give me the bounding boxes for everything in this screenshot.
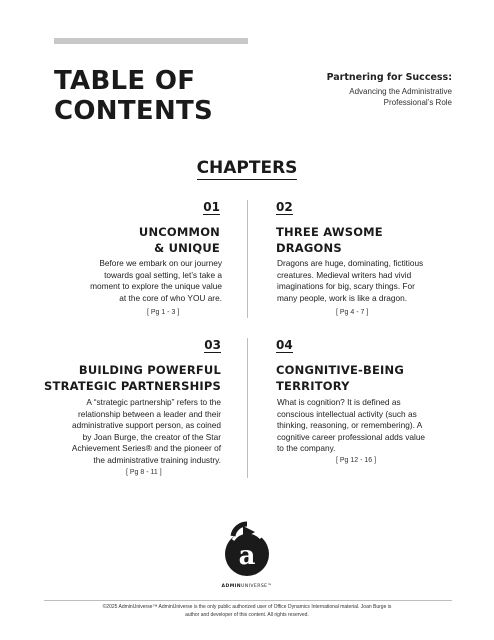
chapter-page-range: [ Pg 1 - 3 ] [147, 309, 180, 316]
description-line: by Joan Burge, the creator of the Star [82, 431, 221, 442]
chapter-03[interactable] [44, 338, 221, 394]
chapter-description [72, 397, 221, 467]
chapter-number: 03 [204, 338, 221, 352]
description-line: Dragons are huge, dominating, fictitious [277, 258, 424, 268]
chapter-title [139, 224, 220, 256]
chapter-page-range: [ Pg 8 - 11 ] [126, 469, 162, 476]
subtitle-line-1: Advancing the Administrative [349, 87, 452, 96]
chapter-title [276, 362, 404, 394]
description-line: administrative support person, as coined [72, 420, 221, 431]
chapter-number: 02 [276, 200, 293, 214]
chapter-title-line: DRAGONS [276, 241, 342, 255]
description-line: towards goal setting, let’s take a [104, 269, 222, 280]
logo-letter: a [238, 541, 256, 571]
description-line: cognitive career professional adds value [277, 431, 426, 442]
description-line: thinking, reasoning, or remembering). A [277, 420, 423, 431]
chapter-number: 01 [203, 200, 220, 214]
chapter-title-line: UNCOMMON [138, 225, 220, 239]
description-line: Achievement Series® and the pioneer of [71, 443, 221, 454]
description-line: the administrative training industry. [93, 454, 221, 465]
page-title [54, 66, 254, 126]
adminuniverse-logo-icon [221, 520, 273, 590]
brand-name-bold: ADMIN [221, 584, 242, 589]
description-line: A “strategic partnership” refers to the [86, 397, 221, 407]
chapter-description [277, 258, 423, 304]
footer-divider [44, 600, 452, 601]
chapter-04[interactable] [276, 338, 404, 394]
chapter-description [277, 397, 425, 455]
chapter-page-range: [ Pg 12 - 16 ] [336, 457, 377, 464]
column-divider-top [247, 200, 248, 318]
chapter-01[interactable] [139, 200, 220, 256]
footer-copyright [40, 604, 454, 619]
description-line: moment to explore the unique value [90, 281, 222, 292]
description-line: conscious intellectual activity (such as [277, 408, 417, 419]
subtitle-line-2: Professional’s Role [383, 98, 452, 107]
brand-tm: ™ [267, 584, 273, 589]
description-line: imaginations for big, scary things. For [277, 281, 415, 292]
footer-line: ©2025 AdminUniverse™ AdminUniverse is the only public authorized user of Office Dynamics International material. Joan Burge is [102, 604, 392, 610]
chapter-title-line: TERRITORY [276, 379, 350, 393]
chapter-title-line: & UNIQUE [154, 241, 220, 255]
chapter-title-line: STRATEGIC PARTNERSHIPS [44, 379, 221, 393]
chapter-number: 04 [276, 338, 293, 352]
chapters-heading [0, 158, 494, 178]
chapter-description [90, 258, 222, 304]
chapter-page-range: [ Pg 4 - 7 ] [336, 309, 369, 316]
subtitle-heading: Partnering for Success: [326, 72, 452, 83]
page-title-line-2: CONTENTS [54, 96, 214, 126]
page-title-line-1: TABLE OF [54, 66, 196, 96]
description-line: to the company. [277, 443, 336, 454]
chapter-title [44, 362, 221, 394]
description-line: at the core of who YOU are. [119, 292, 222, 303]
chapter-02[interactable] [276, 200, 383, 256]
brand-name [0, 584, 494, 589]
chapters-heading-text: CHAPTERS [196, 158, 298, 178]
description-line: What is cognition? It is defined as [277, 397, 401, 407]
description-line: creatures. Medieval writers had vivid [277, 269, 412, 280]
chapter-title [276, 224, 383, 256]
top-accent-bar [54, 38, 248, 44]
brand-name-rest: UNIVERSE [241, 584, 268, 589]
chapter-title-line: BUILDING POWERFUL [78, 363, 221, 377]
description-line: many people, work is like a dragon. [277, 292, 408, 303]
footer-line: author and developer of this content. All rights reserved. [185, 611, 309, 618]
column-divider-bottom [247, 338, 248, 478]
chapter-title-line: CONGNITIVE-BEING [276, 363, 404, 377]
chapter-title-line: THREE AWSOME [276, 225, 383, 239]
description-line: relationship between a leader and their [78, 408, 221, 419]
subtitle-text [302, 86, 452, 108]
description-line: Before we embark on our journey [99, 258, 222, 268]
